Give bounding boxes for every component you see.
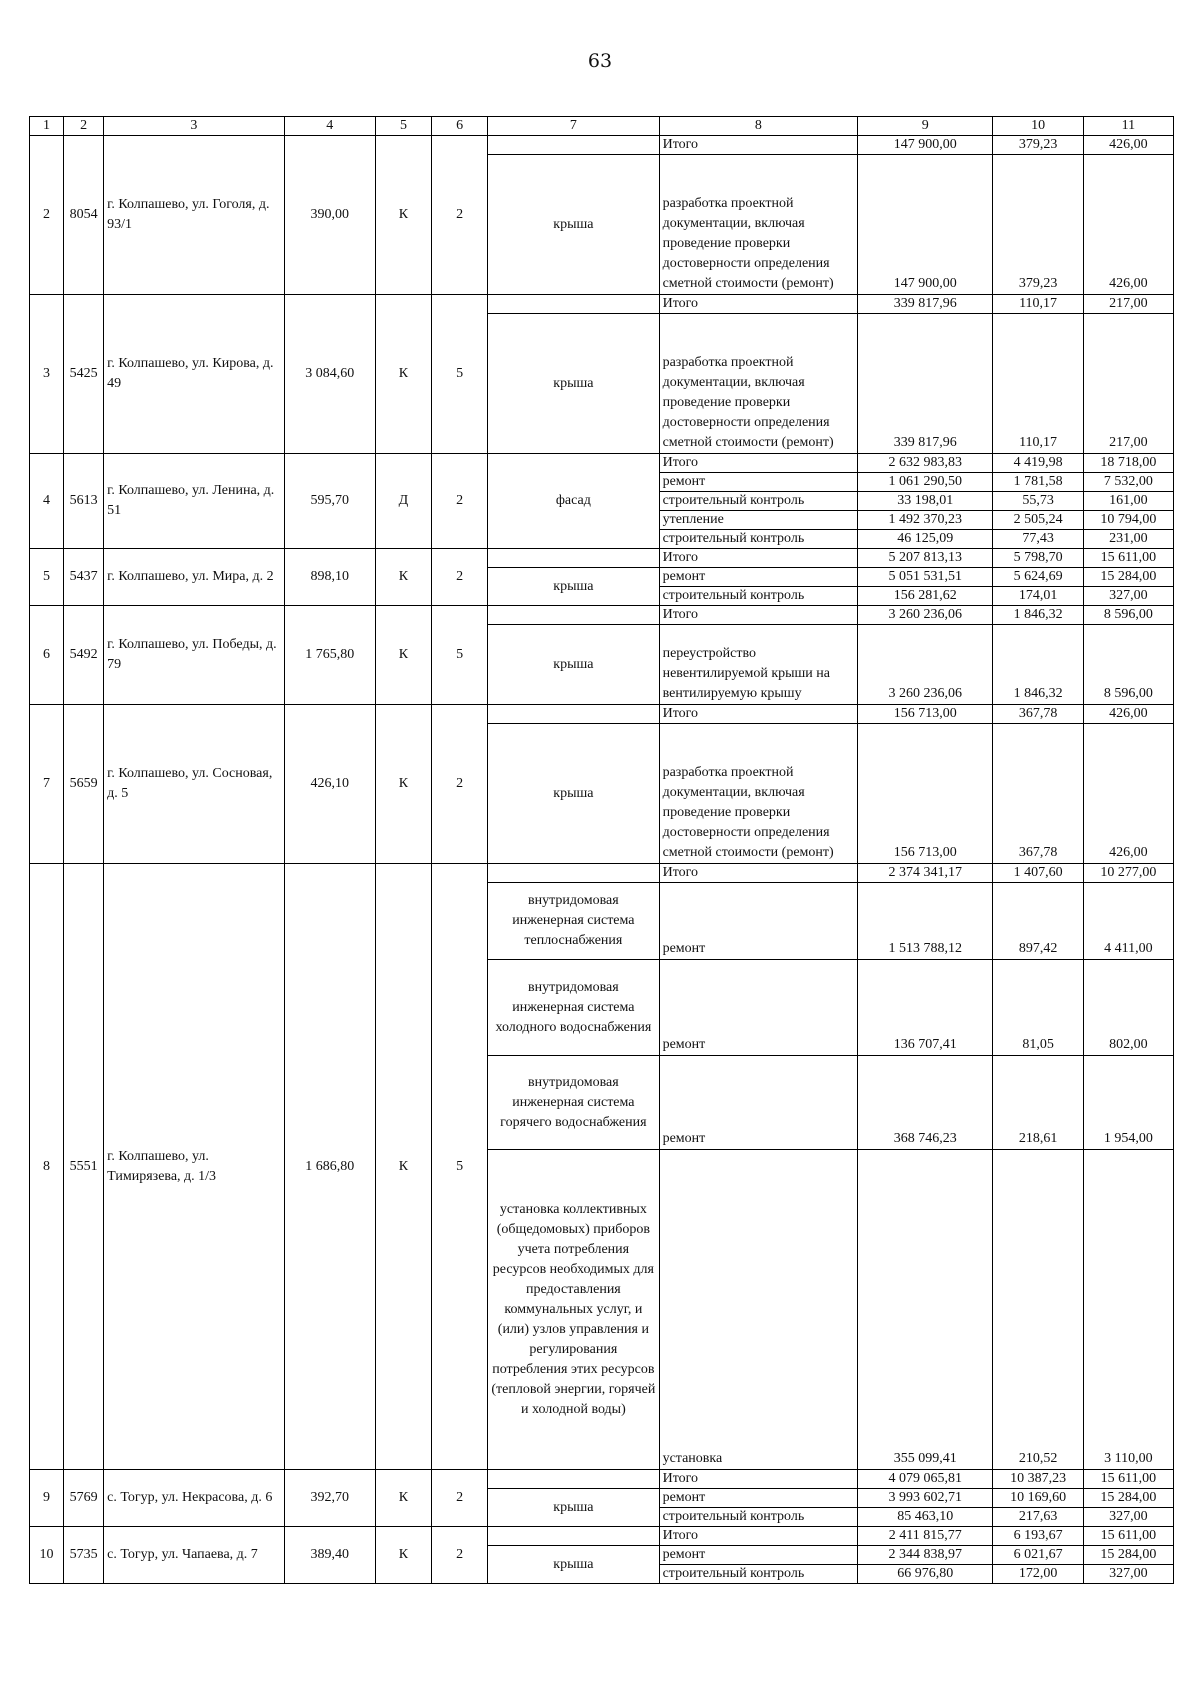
- work-limit: 15 284,00: [1083, 1489, 1173, 1508]
- table-row: [30, 606, 1174, 625]
- row-number: 7: [30, 705, 64, 864]
- work-unit-cost: 2 505,24: [993, 511, 1083, 530]
- work-unit-cost: 1 781,58: [993, 473, 1083, 492]
- work-limit: 231,00: [1083, 530, 1173, 549]
- house-floors: 2: [432, 454, 488, 549]
- total-label: Итого: [659, 1527, 858, 1546]
- house-floors: 2: [432, 1470, 488, 1527]
- total-label: Итого: [659, 454, 858, 473]
- work-cost: 156 281,62: [858, 587, 993, 606]
- work-limit: 802,00: [1083, 960, 1173, 1056]
- house-area: 3 084,60: [284, 295, 375, 454]
- total-unit-cost: 367,78: [993, 705, 1083, 724]
- house-address: г. Колпашево, ул. Кирова, д. 49: [104, 295, 284, 454]
- house-area: 392,70: [284, 1470, 375, 1527]
- house-type: К: [375, 1527, 431, 1584]
- house-id: 5769: [64, 1470, 104, 1527]
- work-type: разработка проектной документации, включая проведение проверки достоверности определения сметной стоимости (ремонт): [659, 314, 858, 454]
- table-row: [30, 295, 1174, 314]
- total-cost: 2 374 341,17: [858, 864, 993, 883]
- total-cost: 147 900,00: [858, 136, 993, 155]
- house-address: с. Тогур, ул. Чапаева, д. 7: [104, 1527, 284, 1584]
- total-limit: 15 611,00: [1083, 1527, 1173, 1546]
- header-cell: 1: [30, 117, 64, 136]
- total-unit-cost: 10 387,23: [993, 1470, 1083, 1489]
- house-address: г. Колпашево, ул. Победы, д. 79: [104, 606, 284, 705]
- work-unit-cost: 77,43: [993, 530, 1083, 549]
- table-row: [30, 136, 1174, 155]
- table-row: [30, 1470, 1174, 1489]
- work-unit-cost: 174,01: [993, 587, 1083, 606]
- total-label: Итого: [659, 549, 858, 568]
- house-type: К: [375, 864, 431, 1470]
- work-limit: 10 794,00: [1083, 511, 1173, 530]
- total-label: Итого: [659, 606, 858, 625]
- element-cell: [488, 705, 659, 724]
- house-type: К: [375, 549, 431, 606]
- work-cost: 5 051 531,51: [858, 568, 993, 587]
- house-id: 5551: [64, 864, 104, 1470]
- work-limit: 8 596,00: [1083, 625, 1173, 705]
- construction-element: крыша: [488, 314, 659, 454]
- total-cost: 3 260 236,06: [858, 606, 993, 625]
- total-cost: 5 207 813,13: [858, 549, 993, 568]
- work-limit: 426,00: [1083, 155, 1173, 295]
- house-address: г. Колпашево, ул. Ленина, д. 51: [104, 454, 284, 549]
- house-type: К: [375, 295, 431, 454]
- work-type: разработка проектной документации, включая проведение проверки достоверности определения сметной стоимости (ремонт): [659, 724, 858, 864]
- work-limit: 161,00: [1083, 492, 1173, 511]
- total-unit-cost: 1 846,32: [993, 606, 1083, 625]
- work-limit: 7 532,00: [1083, 473, 1173, 492]
- total-label: Итого: [659, 136, 858, 155]
- work-unit-cost: 218,61: [993, 1056, 1083, 1150]
- work-cost: 3 260 236,06: [858, 625, 993, 705]
- row-number: 10: [30, 1527, 64, 1584]
- work-unit-cost: 379,23: [993, 155, 1083, 295]
- total-label: Итого: [659, 864, 858, 883]
- work-type: ремонт: [659, 1056, 858, 1150]
- row-number: 8: [30, 864, 64, 1470]
- house-area: 595,70: [284, 454, 375, 549]
- work-type: ремонт: [659, 568, 858, 587]
- work-type: установка: [659, 1150, 858, 1470]
- house-floors: 2: [432, 1527, 488, 1584]
- total-label: Итого: [659, 295, 858, 314]
- construction-element: фасад: [488, 454, 659, 549]
- total-cost: 2 632 983,83: [858, 454, 993, 473]
- construction-element: крыша: [488, 1546, 659, 1584]
- element-cell: [488, 549, 659, 568]
- work-unit-cost: 10 169,60: [993, 1489, 1083, 1508]
- house-area: 426,10: [284, 705, 375, 864]
- house-address: с. Тогур, ул. Некрасова, д. 6: [104, 1470, 284, 1527]
- work-type: разработка проектной документации, включая проведение проверки достоверности определения сметной стоимости (ремонт): [659, 155, 858, 295]
- work-limit: 15 284,00: [1083, 568, 1173, 587]
- element-cell: [488, 606, 659, 625]
- house-id: 5437: [64, 549, 104, 606]
- house-floors: 2: [432, 136, 488, 295]
- total-unit-cost: 1 407,60: [993, 864, 1083, 883]
- header-cell: 9: [858, 117, 993, 136]
- table-row: [30, 454, 1174, 473]
- work-type: строительный контроль: [659, 1508, 858, 1527]
- work-type: строительный контроль: [659, 530, 858, 549]
- house-id: 5492: [64, 606, 104, 705]
- row-number: 9: [30, 1470, 64, 1527]
- work-unit-cost: 55,73: [993, 492, 1083, 511]
- work-cost: 136 707,41: [858, 960, 993, 1056]
- header-cell: 2: [64, 117, 104, 136]
- total-limit: 8 596,00: [1083, 606, 1173, 625]
- house-id: 5659: [64, 705, 104, 864]
- work-limit: 327,00: [1083, 1508, 1173, 1527]
- header-row: [30, 117, 1174, 136]
- construction-element: крыша: [488, 568, 659, 606]
- work-unit-cost: 217,63: [993, 1508, 1083, 1527]
- house-address: г. Колпашево, ул. Гоголя, д. 93/1: [104, 136, 284, 295]
- house-address: г. Колпашево, ул. Тимирязева, д. 1/3: [104, 864, 284, 1470]
- total-cost: 339 817,96: [858, 295, 993, 314]
- work-type: ремонт: [659, 473, 858, 492]
- work-type: утепление: [659, 511, 858, 530]
- work-cost: 33 198,01: [858, 492, 993, 511]
- work-cost: 355 099,41: [858, 1150, 993, 1470]
- work-type: строительный контроль: [659, 587, 858, 606]
- work-unit-cost: 367,78: [993, 724, 1083, 864]
- house-floors: 5: [432, 606, 488, 705]
- work-cost: 1 492 370,23: [858, 511, 993, 530]
- work-type: переустройство невентилируемой крыши на вентилируемую крышу: [659, 625, 858, 705]
- total-label: Итого: [659, 705, 858, 724]
- total-label: Итого: [659, 1470, 858, 1489]
- header-cell: 11: [1083, 117, 1173, 136]
- work-unit-cost: 897,42: [993, 883, 1083, 960]
- work-type: строительный контроль: [659, 492, 858, 511]
- work-cost: 3 993 602,71: [858, 1489, 993, 1508]
- work-cost: 147 900,00: [858, 155, 993, 295]
- house-type: Д: [375, 454, 431, 549]
- house-address: г. Колпашево, ул. Сосновая, д. 5: [104, 705, 284, 864]
- house-area: 389,40: [284, 1527, 375, 1584]
- work-limit: 4 411,00: [1083, 883, 1173, 960]
- work-limit: 217,00: [1083, 314, 1173, 454]
- total-limit: 426,00: [1083, 705, 1173, 724]
- work-type: ремонт: [659, 883, 858, 960]
- work-unit-cost: 81,05: [993, 960, 1083, 1056]
- total-unit-cost: 4 419,98: [993, 454, 1083, 473]
- construction-element: внутридомовая инженерная система теплоснабжения: [488, 883, 659, 960]
- house-id: 8054: [64, 136, 104, 295]
- total-cost: 156 713,00: [858, 705, 993, 724]
- work-limit: 327,00: [1083, 587, 1173, 606]
- work-unit-cost: 6 021,67: [993, 1546, 1083, 1565]
- construction-element: крыша: [488, 724, 659, 864]
- work-type: ремонт: [659, 1546, 858, 1565]
- house-floors: 2: [432, 705, 488, 864]
- header-cell: 5: [375, 117, 431, 136]
- work-cost: 339 817,96: [858, 314, 993, 454]
- table-row: [30, 705, 1174, 724]
- work-limit: 3 110,00: [1083, 1150, 1173, 1470]
- house-floors: 2: [432, 549, 488, 606]
- header-cell: 3: [104, 117, 284, 136]
- total-unit-cost: 6 193,67: [993, 1527, 1083, 1546]
- total-limit: 10 277,00: [1083, 864, 1173, 883]
- work-limit: 15 284,00: [1083, 1546, 1173, 1565]
- work-cost: 66 976,80: [858, 1565, 993, 1584]
- row-number: 2: [30, 136, 64, 295]
- element-cell: [488, 1527, 659, 1546]
- construction-element: установка коллективных (общедомовых) приборов учета потребления ресурсов необходимых для предоставления коммунальных услуг, и (или) узлов управления и регулирования потребления этих ресурсов (тепловой энергии, горячей и холодной воды): [488, 1150, 659, 1470]
- table-row: [30, 549, 1174, 568]
- total-limit: 18 718,00: [1083, 454, 1173, 473]
- total-limit: 15 611,00: [1083, 549, 1173, 568]
- work-limit: 426,00: [1083, 724, 1173, 864]
- house-floors: 5: [432, 295, 488, 454]
- house-area: 898,10: [284, 549, 375, 606]
- total-limit: 426,00: [1083, 136, 1173, 155]
- work-unit-cost: 110,17: [993, 314, 1083, 454]
- total-unit-cost: 5 798,70: [993, 549, 1083, 568]
- row-number: 5: [30, 549, 64, 606]
- house-floors: 5: [432, 864, 488, 1470]
- work-cost: 46 125,09: [858, 530, 993, 549]
- work-type: ремонт: [659, 1489, 858, 1508]
- table-row: [30, 864, 1174, 883]
- total-limit: 15 611,00: [1083, 1470, 1173, 1489]
- table-row: [30, 1527, 1174, 1546]
- header-cell: 4: [284, 117, 375, 136]
- house-type: К: [375, 606, 431, 705]
- work-cost: 2 344 838,97: [858, 1546, 993, 1565]
- work-cost: 368 746,23: [858, 1056, 993, 1150]
- work-cost: 85 463,10: [858, 1508, 993, 1527]
- construction-element: крыша: [488, 1489, 659, 1527]
- construction-element: крыша: [488, 625, 659, 705]
- house-area: 1 686,80: [284, 864, 375, 1470]
- work-limit: 1 954,00: [1083, 1056, 1173, 1150]
- element-cell: [488, 864, 659, 883]
- header-cell: 8: [659, 117, 858, 136]
- house-id: 5735: [64, 1527, 104, 1584]
- element-cell: [488, 295, 659, 314]
- header-cell: 10: [993, 117, 1083, 136]
- row-number: 4: [30, 454, 64, 549]
- work-unit-cost: 1 846,32: [993, 625, 1083, 705]
- house-area: 390,00: [284, 136, 375, 295]
- house-type: К: [375, 136, 431, 295]
- construction-element: внутридомовая инженерная система горячего водоснабжения: [488, 1056, 659, 1150]
- house-address: г. Колпашево, ул. Мира, д. 2: [104, 549, 284, 606]
- total-unit-cost: 110,17: [993, 295, 1083, 314]
- capital-repair-table: [29, 116, 1174, 1584]
- row-number: 3: [30, 295, 64, 454]
- element-cell: [488, 136, 659, 155]
- house-area: 1 765,80: [284, 606, 375, 705]
- work-cost: 156 713,00: [858, 724, 993, 864]
- work-unit-cost: 5 624,69: [993, 568, 1083, 587]
- total-limit: 217,00: [1083, 295, 1173, 314]
- page-number: 63: [587, 50, 613, 72]
- house-type: К: [375, 705, 431, 864]
- work-type: ремонт: [659, 960, 858, 1056]
- element-cell: [488, 1470, 659, 1489]
- house-id: 5425: [64, 295, 104, 454]
- work-limit: 327,00: [1083, 1565, 1173, 1584]
- header-cell: 7: [488, 117, 659, 136]
- work-cost: 1 513 788,12: [858, 883, 993, 960]
- row-number: 6: [30, 606, 64, 705]
- work-cost: 1 061 290,50: [858, 473, 993, 492]
- total-unit-cost: 379,23: [993, 136, 1083, 155]
- header-cell: 6: [432, 117, 488, 136]
- work-type: строительный контроль: [659, 1565, 858, 1584]
- total-cost: 4 079 065,81: [858, 1470, 993, 1489]
- house-id: 5613: [64, 454, 104, 549]
- house-type: К: [375, 1470, 431, 1527]
- work-unit-cost: 210,52: [993, 1150, 1083, 1470]
- construction-element: внутридомовая инженерная система холодного водоснабжения: [488, 960, 659, 1056]
- construction-element: крыша: [488, 155, 659, 295]
- total-cost: 2 411 815,77: [858, 1527, 993, 1546]
- work-unit-cost: 172,00: [993, 1565, 1083, 1584]
